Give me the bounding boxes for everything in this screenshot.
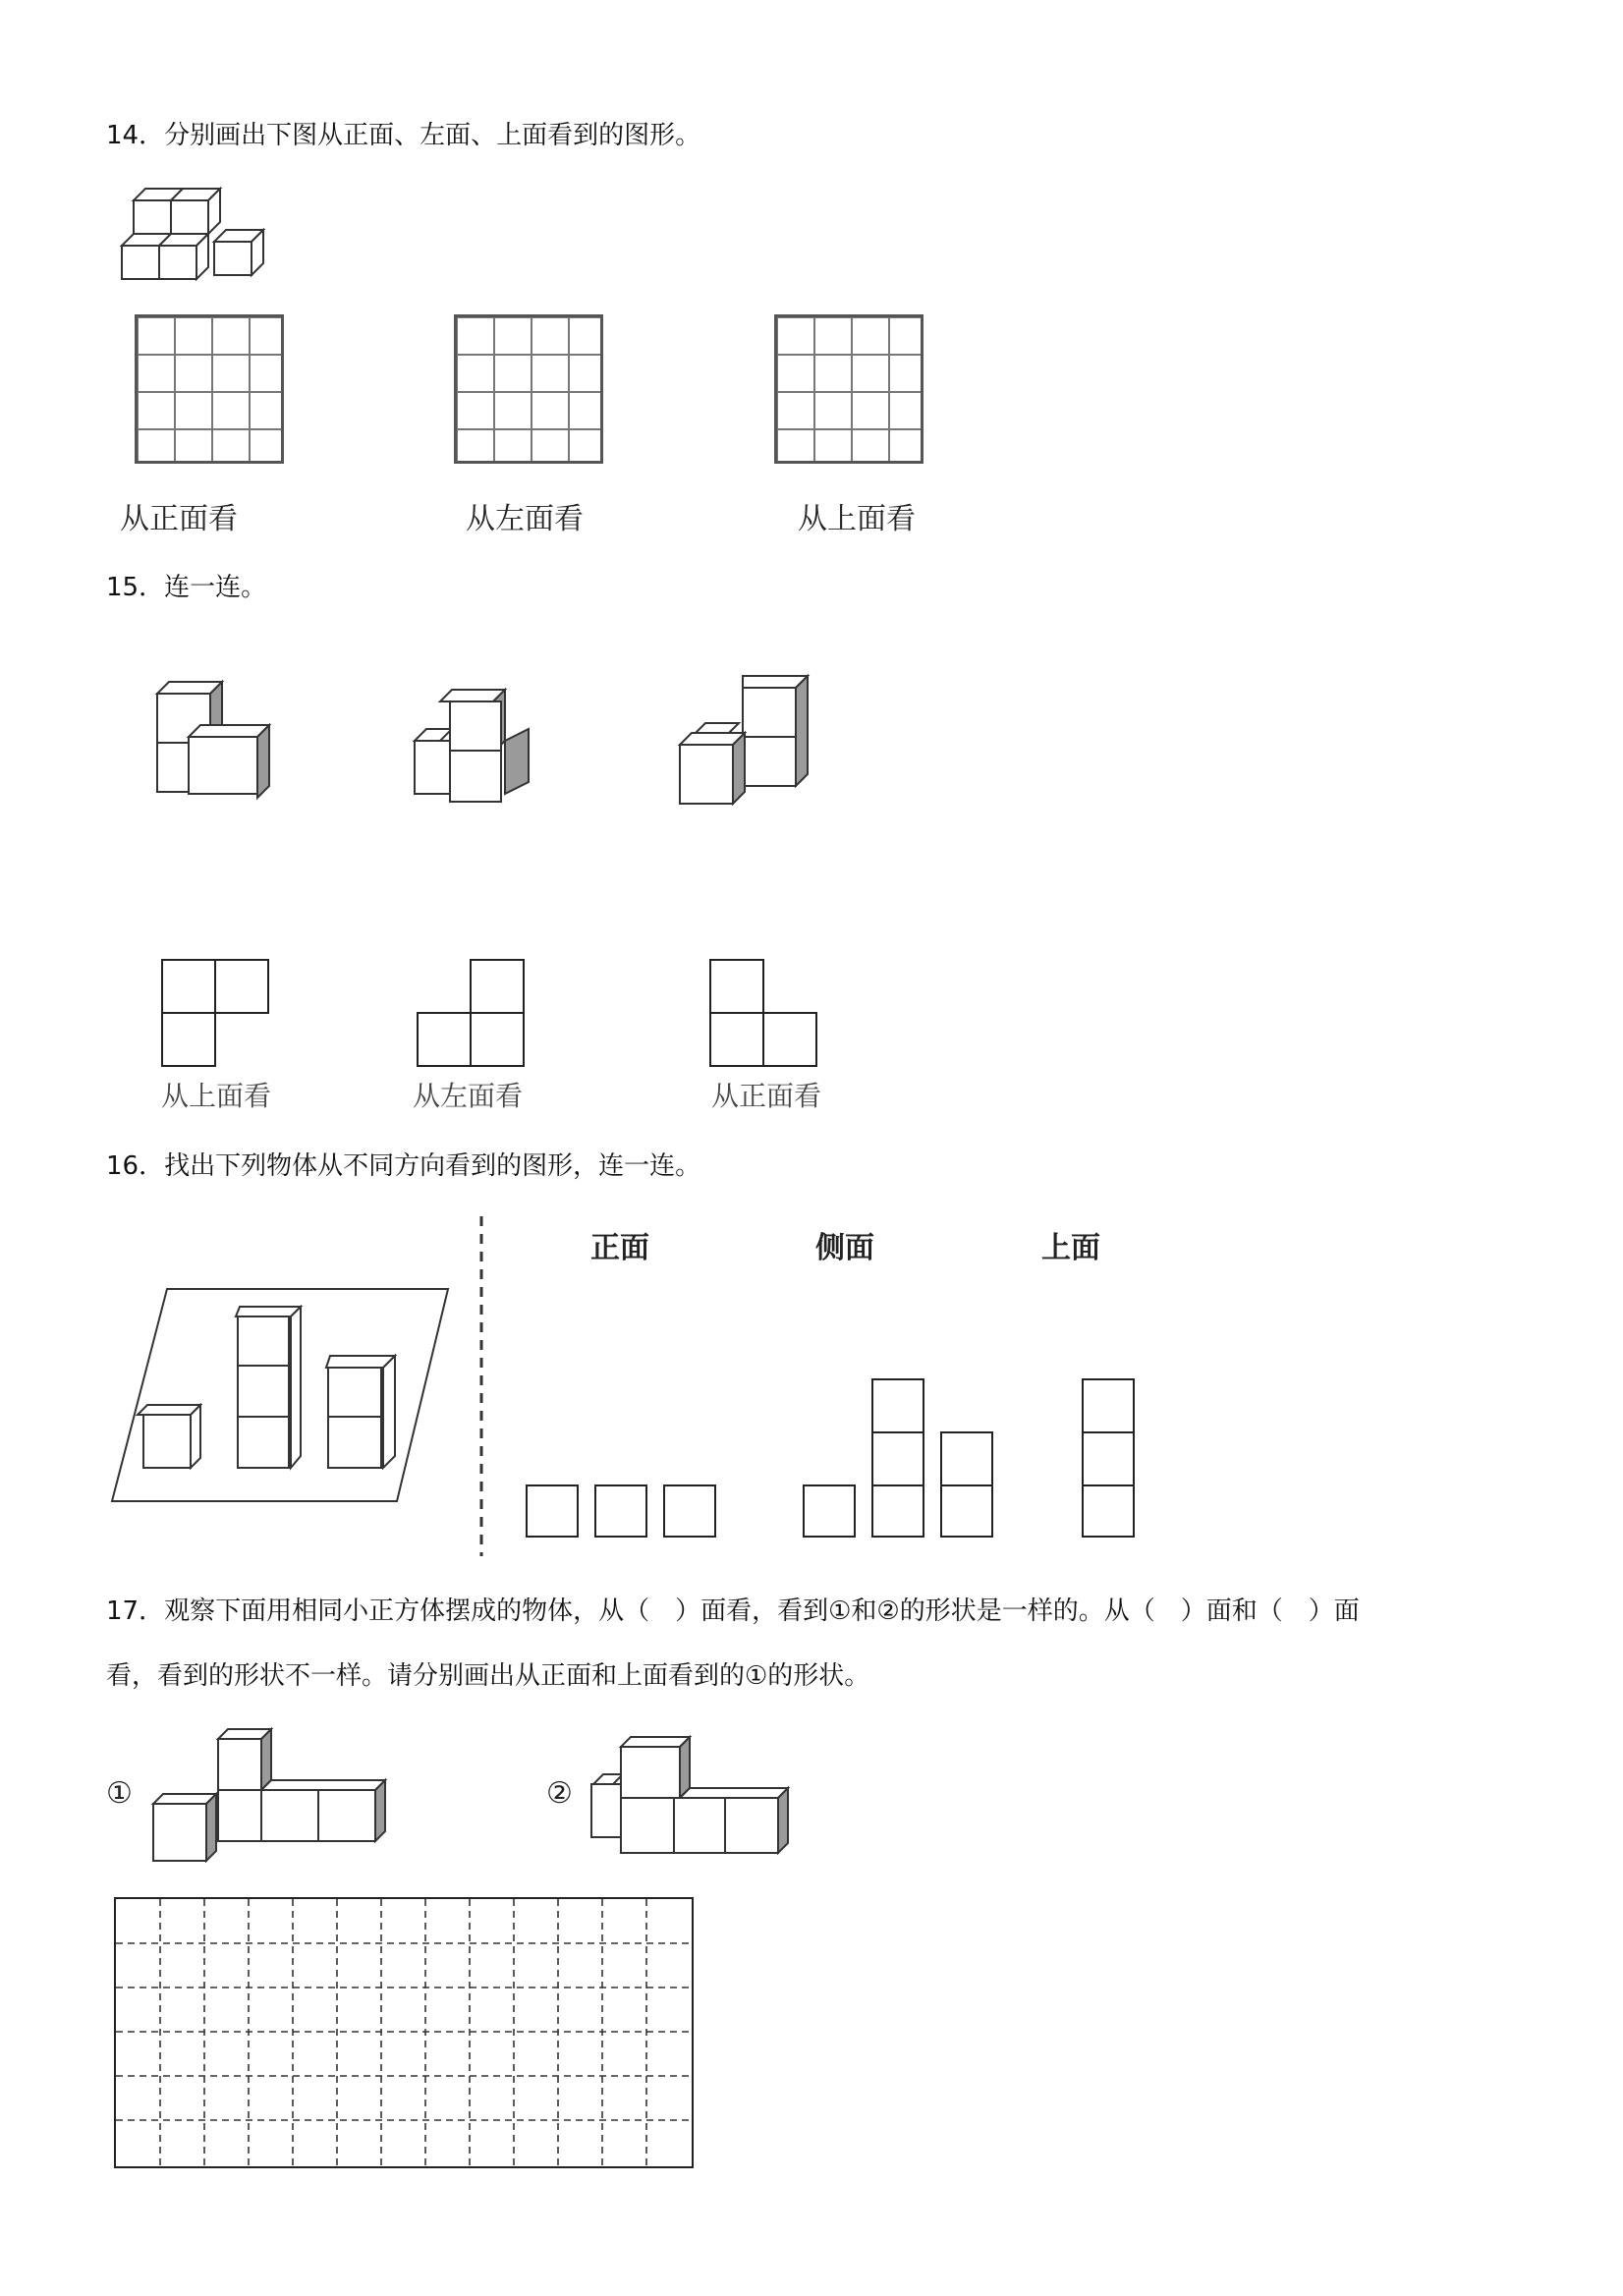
label-top-view: 从上面看 [798, 502, 916, 536]
header-top: 上面 [1041, 1231, 1100, 1265]
q15-cube-figure-3 [674, 672, 821, 812]
q16-view-three-squares [525, 1482, 721, 1540]
label-left-view: 从左面看 [466, 502, 584, 536]
q17-text-line2: 看，看到的形状不一样。请分别画出从正面和上面看到的①的形状。 [106, 1661, 870, 1691]
front-view-grid[interactable] [135, 314, 284, 464]
header-front: 正面 [590, 1231, 649, 1265]
q16-view-column [1079, 1375, 1138, 1539]
q15-cube-figure-2 [413, 686, 540, 812]
q15-view-shape-1 [161, 959, 271, 1069]
left-view-grid[interactable] [454, 314, 603, 464]
q15-text: 15．连一连。 [106, 573, 267, 602]
q16-text: 16．找出下列物体从不同方向看到的图形，连一连。 [106, 1151, 701, 1181]
drawing-grid-lines [116, 1899, 692, 2166]
label-view-top: 从上面看 [161, 1080, 272, 1112]
drawing-grid[interactable] [114, 1897, 694, 2168]
q15-cube-figure-1 [147, 672, 285, 810]
q15-view-shape-3 [709, 959, 819, 1069]
q17-object-1 [147, 1725, 393, 1869]
q16-view-bar-shape [802, 1375, 998, 1539]
q17-object-2 [588, 1733, 794, 1859]
label-front-view: 从正面看 [120, 502, 238, 536]
q14-text: 14．分别画出下图从正面、左面、上面看到的图形。 [106, 121, 701, 150]
top-view-grid[interactable] [774, 314, 923, 464]
marker-2: ② [546, 1776, 573, 1811]
q16-object-scene [108, 1210, 458, 1509]
marker-1: ① [106, 1776, 133, 1811]
q15-view-shape-2 [417, 959, 527, 1069]
label-view-left: 从左面看 [413, 1080, 524, 1112]
divider-line [479, 1216, 483, 1556]
header-side: 侧面 [815, 1231, 874, 1265]
q17-text-line1: 17．观察下面用相同小正方体摆成的物体，从（ ）面看，看到①和②的形状是一样的。从（ ）面和（ ）面 [106, 1596, 1360, 1626]
q14-cube-figure [118, 185, 275, 301]
label-view-front: 从正面看 [711, 1080, 822, 1112]
